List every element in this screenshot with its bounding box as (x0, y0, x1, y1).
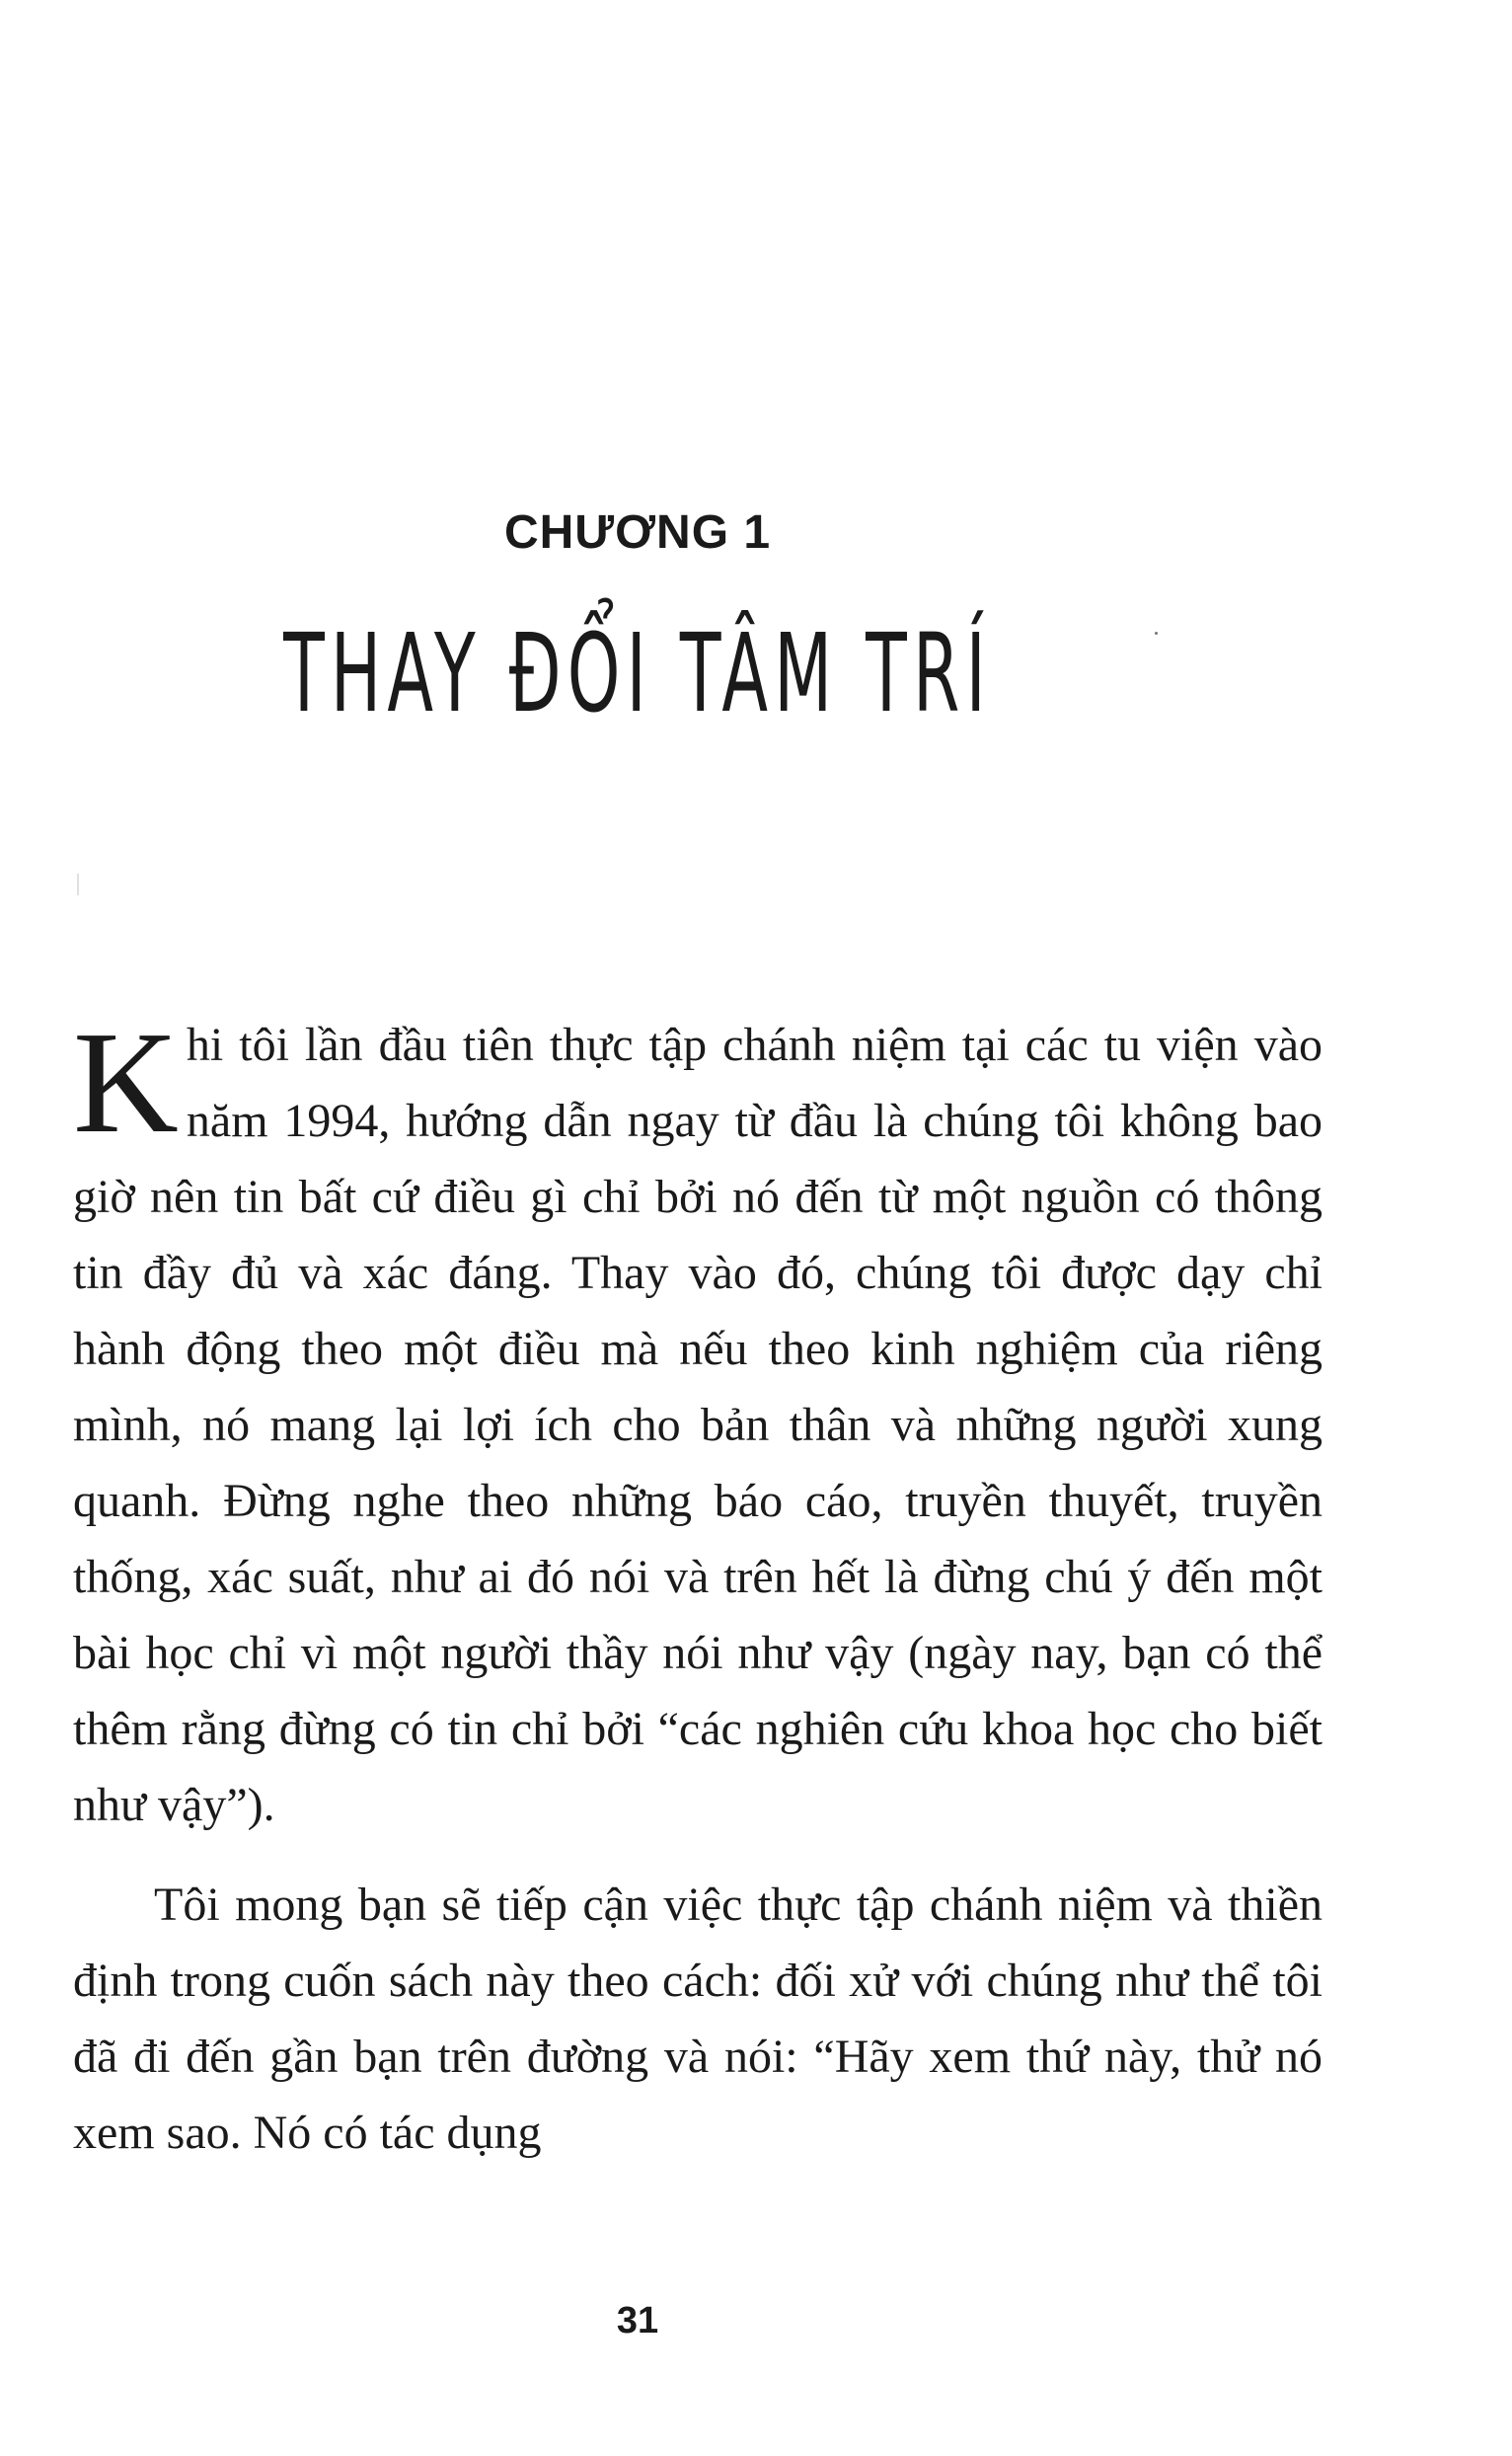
paragraph-1 (73, 1002, 1323, 1843)
paragraph-1-text: hi tôi lần đầu tiên thực tập chánh niệm tại các tu viện vào năm 1994, hướng dẫn ngay từ đầu là chúng tôi không bao giờ nên tin bất cứ điều gì chỉ bởi nó đến từ một nguồn có thông tin đầy đủ và xác đáng. Thay vào đó, chúng tôi được dạy chỉ hành động theo một điều mà nếu theo kinh nghiệm của riêng mình, nó mang lại lợi ích cho bản thân và những người xung quanh. Đừng nghe theo những báo cáo, truyền thuyết, truyền thống, xác suất, như ai đó nói và trên hết là đừng chú ý đến một bài học chỉ vì một người thầy nói như vậy (ngày nay, bạn có thể thêm rằng đừng có tin chỉ bởi “các nghiên cứu khoa học cho biết như vậy”). (73, 1019, 1323, 1831)
print-speck (1155, 632, 1158, 635)
chapter-title: THAY ĐỔI TÂM TRÍ (283, 610, 992, 736)
paragraph-2: Tôi mong bạn sẽ tiếp cận việc thực tập chánh niệm và thiền định trong cuốn sách này theo cách: đối xử với chúng như thể tôi đã đi đến gần bạn trên đường và nói: “Hãy xem thứ này, thử nó xem sao. Nó có tác dụng (73, 1879, 1323, 2159)
chapter-label: CHƯƠNG 1 (503, 506, 772, 559)
margin-mark (77, 874, 79, 895)
body-text (73, 1002, 1323, 2171)
drop-cap: K (73, 1002, 179, 1164)
page-number: 31 (616, 2300, 659, 2341)
